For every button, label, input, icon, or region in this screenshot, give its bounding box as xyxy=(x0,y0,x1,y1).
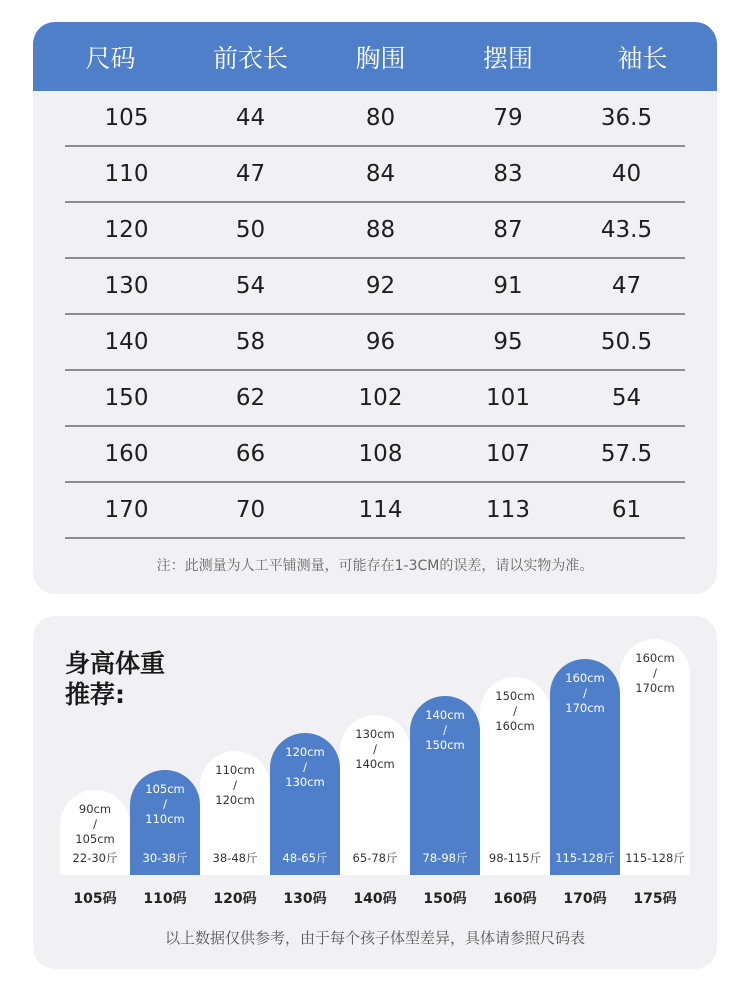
recommendation-title-line1: 身高体重 xyxy=(65,649,166,678)
cell-front-length: 44 xyxy=(235,105,266,131)
height-value: 130cm xyxy=(355,727,395,741)
cell-size: 110 xyxy=(104,161,149,187)
height-separator: / xyxy=(653,666,657,680)
height-range xyxy=(340,727,410,772)
cell-size: 140 xyxy=(104,329,149,355)
weight-range: 65-78斤 xyxy=(352,851,398,865)
weight-range: 22-30斤 xyxy=(72,851,118,865)
table-row xyxy=(65,483,685,539)
header-chest: 胸围 xyxy=(355,43,406,73)
height-value: 120cm xyxy=(285,745,325,759)
header-front-length: 前衣长 xyxy=(212,43,288,73)
size-label: 140码 xyxy=(353,891,397,907)
cell-sleeve: 36.5 xyxy=(600,105,653,131)
size-column xyxy=(410,696,480,875)
header-hem: 摆围 xyxy=(482,43,533,73)
weight-range: 115-128斤 xyxy=(555,851,615,865)
measurement-note: 注：此测量为人工平铺测量，可能存在1-3CM的误差，请以实物为准。 xyxy=(156,558,594,574)
height-range xyxy=(200,763,270,808)
size-column xyxy=(550,659,620,875)
table-row xyxy=(65,259,685,315)
height-separator: / xyxy=(443,723,447,737)
cell-front-length: 66 xyxy=(235,441,266,467)
cell-size: 150 xyxy=(104,385,149,411)
table-row xyxy=(65,371,685,427)
height-range xyxy=(60,802,130,847)
height-range xyxy=(550,671,620,716)
cell-hem: 101 xyxy=(486,385,530,411)
cell-front-length: 58 xyxy=(235,329,266,355)
height-value: 110cm xyxy=(215,763,255,777)
cell-size: 105 xyxy=(104,105,149,131)
cell-chest: 80 xyxy=(365,105,396,131)
cell-chest: 114 xyxy=(358,497,403,523)
table-row xyxy=(65,315,685,371)
cell-front-length: 50 xyxy=(235,217,266,243)
cell-sleeve: 47 xyxy=(611,273,642,299)
table-row xyxy=(65,91,685,147)
cell-front-length: 47 xyxy=(235,161,266,187)
height-separator: / xyxy=(583,686,587,700)
height-separator: / xyxy=(303,760,307,774)
cell-front-length: 54 xyxy=(235,273,266,299)
cell-chest: 102 xyxy=(358,385,403,411)
cell-size: 170 xyxy=(104,497,149,523)
height-value: 120cm xyxy=(215,793,255,807)
header-size: 尺码 xyxy=(85,43,136,73)
cell-chest: 92 xyxy=(365,273,396,299)
cell-sleeve: 43.5 xyxy=(600,217,653,243)
height-value: 105cm xyxy=(75,832,115,846)
cell-size: 160 xyxy=(104,441,149,467)
height-value: 170cm xyxy=(635,681,675,695)
height-value: 140cm xyxy=(425,708,465,722)
weight-range: 98-115斤 xyxy=(488,851,542,865)
height-separator: / xyxy=(93,817,97,831)
weight-range: 48-65斤 xyxy=(282,851,328,865)
height-range xyxy=(130,782,200,827)
height-value: 110cm xyxy=(145,812,185,826)
recommendation-note: 以上数据仅供参考，由于每个孩子体型差异，具体请参照尺码表 xyxy=(164,929,585,947)
table-row xyxy=(65,203,685,259)
size-column xyxy=(620,639,690,875)
size-label: 130码 xyxy=(283,891,327,907)
height-value: 160cm xyxy=(495,719,535,733)
size-label: 105码 xyxy=(73,891,117,907)
height-value: 105cm xyxy=(145,782,185,796)
weight-range: 38-48斤 xyxy=(212,851,258,865)
height-value: 90cm xyxy=(78,802,112,816)
size-label: 170码 xyxy=(563,891,607,907)
recommendation-title-line2: 推荐: xyxy=(65,680,125,709)
size-column xyxy=(340,715,410,875)
height-separator: / xyxy=(373,742,377,756)
table-row xyxy=(65,427,685,483)
table-row xyxy=(65,147,685,203)
cell-hem: 87 xyxy=(493,217,523,243)
cell-chest: 96 xyxy=(365,329,396,355)
cell-size: 130 xyxy=(104,273,149,299)
size-column xyxy=(480,677,550,875)
cell-hem: 91 xyxy=(493,273,523,299)
cell-hem: 113 xyxy=(486,497,530,523)
height-separator: / xyxy=(233,778,237,792)
cell-hem: 79 xyxy=(493,105,523,131)
size-label: 175码 xyxy=(633,891,677,907)
height-separator: / xyxy=(513,704,517,718)
recommendation-title xyxy=(65,648,165,710)
cell-sleeve: 40 xyxy=(611,161,642,187)
cell-hem: 83 xyxy=(493,161,523,187)
height-value: 160cm xyxy=(635,651,675,665)
height-range xyxy=(480,689,550,734)
size-label: 110码 xyxy=(143,891,187,907)
height-range xyxy=(270,745,340,790)
size-label: 160码 xyxy=(493,891,537,907)
size-table-header xyxy=(33,22,717,91)
header-sleeve: 袖长 xyxy=(617,43,668,73)
size-column xyxy=(200,751,270,875)
size-chart-card xyxy=(33,22,717,594)
cell-sleeve: 61 xyxy=(611,497,642,523)
height-value: 160cm xyxy=(565,671,605,685)
height-value: 130cm xyxy=(285,775,325,789)
cell-sleeve: 57.5 xyxy=(600,441,653,467)
size-column xyxy=(60,790,130,875)
cell-chest: 108 xyxy=(358,441,403,467)
height-range xyxy=(620,651,690,696)
cell-sleeve: 54 xyxy=(611,385,642,411)
height-value: 140cm xyxy=(355,757,395,771)
size-column xyxy=(130,770,200,875)
size-column xyxy=(270,733,340,875)
cell-chest: 88 xyxy=(365,217,396,243)
height-value: 170cm xyxy=(565,701,605,715)
size-label: 120码 xyxy=(213,891,257,907)
weight-range: 115-128斤 xyxy=(625,851,685,865)
weight-range: 30-38斤 xyxy=(142,851,188,865)
cell-size: 120 xyxy=(104,217,149,243)
weight-range: 78-98斤 xyxy=(422,851,468,865)
height-value: 150cm xyxy=(425,738,465,752)
height-separator: / xyxy=(163,797,167,811)
height-range xyxy=(410,708,480,753)
cell-front-length: 62 xyxy=(235,385,266,411)
cell-sleeve: 50.5 xyxy=(600,329,653,355)
cell-front-length: 70 xyxy=(235,497,266,523)
height-value: 150cm xyxy=(495,689,535,703)
height-weight-card xyxy=(33,616,717,969)
size-table-body xyxy=(65,91,685,539)
cell-hem: 95 xyxy=(493,329,523,355)
cell-hem: 107 xyxy=(486,441,530,467)
size-label: 150码 xyxy=(423,891,467,907)
cell-chest: 84 xyxy=(365,161,396,187)
